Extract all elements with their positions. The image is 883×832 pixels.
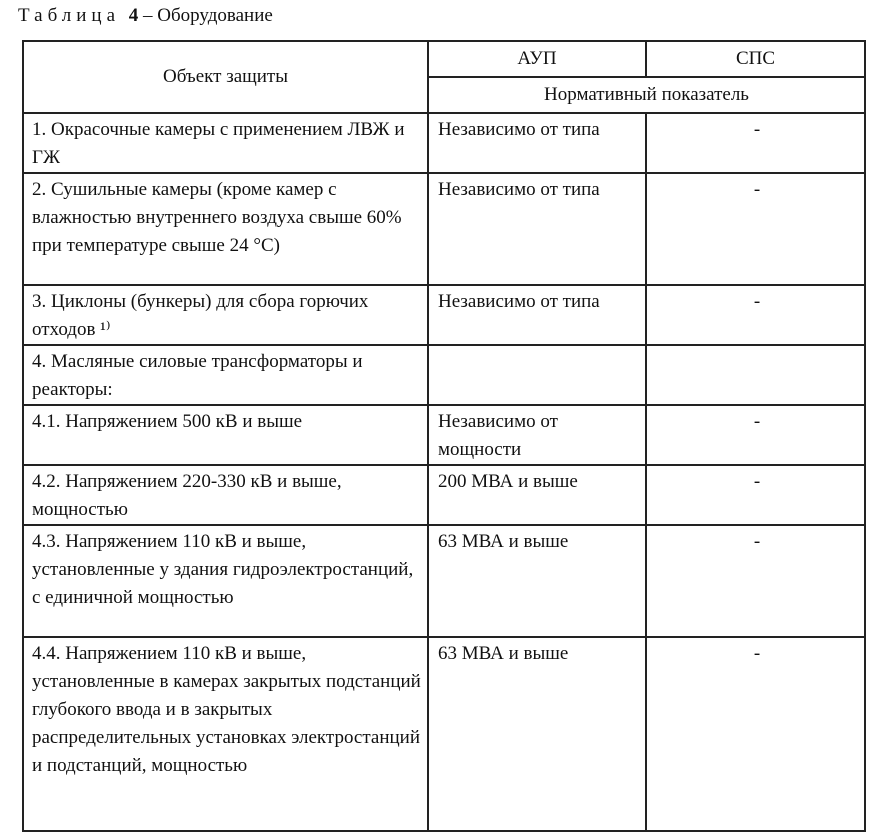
header-aup: АУП (428, 41, 646, 77)
row-sps: - (646, 173, 865, 285)
table-caption (18, 5, 273, 27)
table-row (23, 637, 865, 831)
row-name: 2. Сушильные камеры (кроме камер с влажностью внутреннего воздуха свыше 60% при температуре свыше 24 °С) (23, 173, 428, 285)
row-sps: - (646, 113, 865, 173)
row-aup (428, 345, 646, 405)
table-row (23, 525, 865, 637)
table-row (23, 465, 865, 525)
caption-prefix: Таблица (18, 5, 121, 26)
equipment-table (22, 40, 866, 832)
table-row (23, 405, 865, 465)
row-sps: - (646, 465, 865, 525)
row-aup: Независимо от мощности (428, 405, 646, 465)
table-row (23, 113, 865, 173)
row-name: 4.3. Напряжением 110 кВ и выше, установленные у здания гидроэлектростанций, с единичной мощностью (23, 525, 428, 637)
header-normative: Нормативный показатель (428, 77, 865, 113)
row-aup: Независимо от типа (428, 285, 646, 345)
caption-title: – Оборудование (143, 5, 273, 26)
row-sps: - (646, 405, 865, 465)
row-name: 1. Окрасочные камеры с применением ЛВЖ и ГЖ (23, 113, 428, 173)
row-sps: - (646, 285, 865, 345)
table-row (23, 173, 865, 285)
table-row (23, 285, 865, 345)
row-aup: Независимо от типа (428, 173, 646, 285)
row-name: 4.1. Напряжением 500 кВ и выше (23, 405, 428, 465)
row-name: 4.2. Напряжением 220-330 кВ и выше, мощностью (23, 465, 428, 525)
row-sps: - (646, 637, 865, 831)
row-aup: 63 МВА и выше (428, 525, 646, 637)
table-row (23, 345, 865, 405)
row-name: 3. Циклоны (бункеры) для сбора горючих отходов ¹⁾ (23, 285, 428, 345)
row-sps (646, 345, 865, 405)
header-object: Объект защиты (23, 41, 428, 113)
row-sps: - (646, 525, 865, 637)
row-aup: 200 МВА и выше (428, 465, 646, 525)
row-aup: Независимо от типа (428, 113, 646, 173)
caption-number: 4 (128, 5, 139, 26)
row-aup: 63 МВА и выше (428, 637, 646, 831)
header-sps: СПС (646, 41, 865, 77)
row-name: 4. Масляные силовые трансформаторы и реакторы: (23, 345, 428, 405)
row-name: 4.4. Напряжением 110 кВ и выше, установленные в камерах закрытых подстанций глубокого ввода и в закрытых распределительных установках электростанций и подстанций, мощностью (23, 637, 428, 831)
